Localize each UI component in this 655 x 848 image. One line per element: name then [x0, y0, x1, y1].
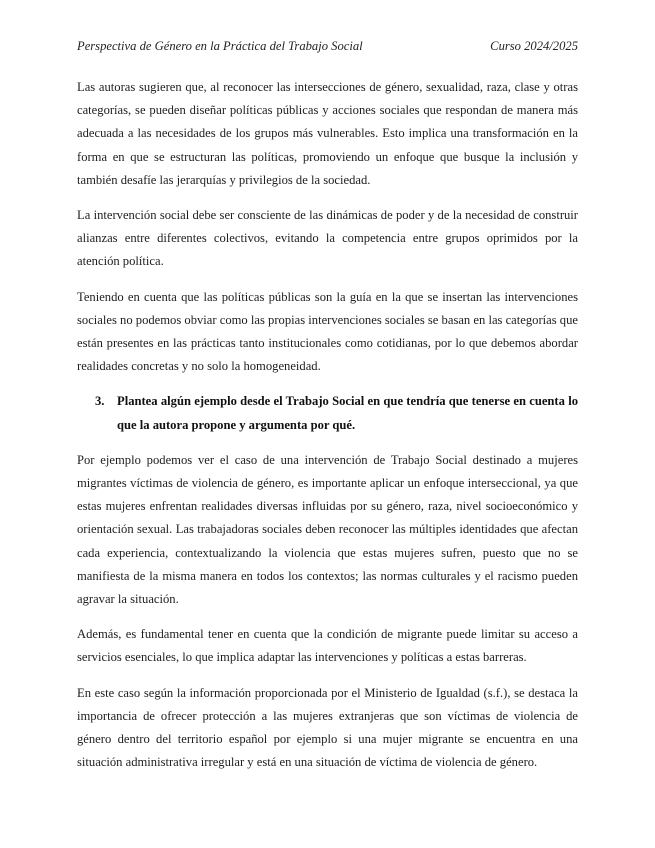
answer-paragraph-ministry: En este caso según la información proporcionada por el Ministerio de Igualdad (s.f.), se destaca la importancia de ofrecer protección a las mujeres extranjeras que son víctimas de violencia de género dentro del territorio español por ejemplo si una mujer migrante se encuentra en una situación administrativa irregular y está en una situación de víctima de violencia de género. [77, 685, 578, 770]
paragraph-social-intervention: La intervención social debe ser consciente de las dinámicas de poder y de la necesidad de construir alianzas entre diferentes colectivos, evitando la competencia entre grupos oprimidos por la atención política. [77, 208, 578, 269]
question-number: 3. [95, 394, 105, 409]
header-course-year: Curso 2024/2025 [490, 39, 578, 53]
paragraph-public-policies: Teniendo en cuenta que las políticas públicas son la guía en la que se insertan las intervenciones sociales no podemos obviar como las propias intervenciones sociales se basan en las categorías que están presentes en las prácticas tanto institucionales como cotidianas, por lo que debemos abordar realidades concretas y no solo la homogeneidad. [77, 289, 578, 374]
document-body [77, 76, 578, 786]
page-header [77, 38, 578, 54]
question-heading [77, 390, 578, 436]
question-text: Plantea algún ejemplo desde el Trabajo Social en que tendría que tenerse en cuenta lo que la autora propone y argumenta por qué. [117, 394, 578, 432]
paragraph-intersections: Las autoras sugieren que, al reconocer las intersecciones de género, sexualidad, raza, clase y otras categorías, se pueden diseñar políticas públicas y acciones sociales que respondan de manera más adecuada a las necesidades de los grupos más vulnerables. Esto implica una transformación en la forma en que se estructuran las políticas, promoviendo un enfoque que busque la inclusión y también desafíe las jerarquías y privilegios de la sociedad. [77, 80, 578, 187]
header-course-title: Perspectiva de Género en la Práctica del Trabajo Social [77, 39, 363, 53]
answer-paragraph-example: Por ejemplo podemos ver el caso de una intervención de Trabajo Social destinado a mujeres migrantes víctimas de violencia de género, es importante aplicar un enfoque interseccional, ya que estas mujeres enfrentan realidades diversas influidas por su género, raza, nivel socioeconómico y orientación sexual. Las trabajadoras sociales deben reconocer las múltiples identidades que afectan cada experiencia, contextualizando la violencia que estas mujeres sufren, puesto que no se manifiesta de la misma manera en todos los contextos; las normas culturales y el racismo pueden agravar la situación. [77, 452, 578, 607]
answer-paragraph-migrant-access: Además, es fundamental tener en cuenta que la condición de migrante puede limitar su acceso a servicios esenciales, lo que implica adaptar las intervenciones y políticas a estas barreras. [77, 627, 578, 665]
